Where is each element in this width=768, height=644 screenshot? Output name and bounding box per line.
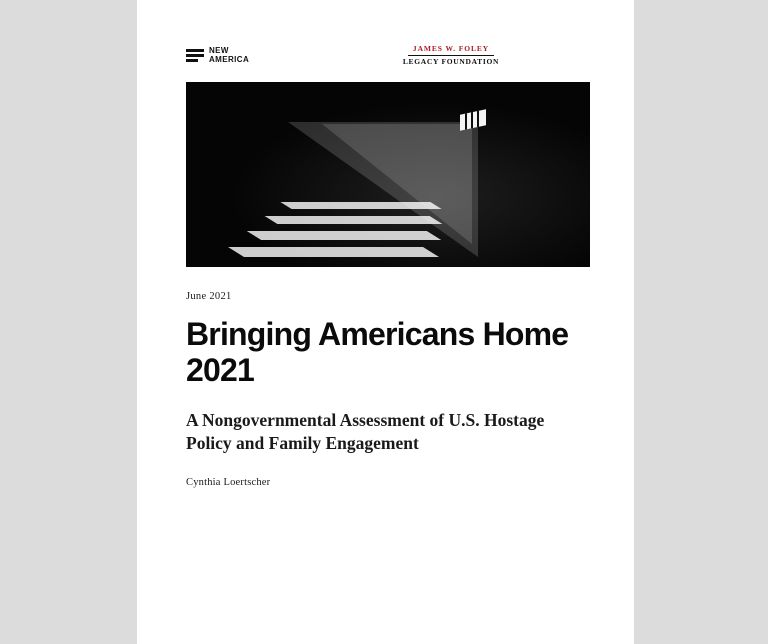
foley-logo-divider bbox=[408, 55, 494, 56]
page-subtitle: A Nongovernmental Assessment of U.S. Hostage Policy and Family Engagement bbox=[186, 410, 545, 454]
new-america-logo-line2: AMERICA bbox=[209, 55, 250, 64]
new-america-bars-icon bbox=[186, 49, 204, 62]
foley-foundation-logo[interactable] bbox=[391, 44, 511, 66]
foley-logo-line2: LEGACY FOUNDATION bbox=[402, 57, 500, 66]
publication-date: June 2021 bbox=[186, 291, 232, 302]
new-america-logo-text bbox=[209, 46, 249, 64]
new-america-logo[interactable] bbox=[186, 46, 249, 64]
logo-row bbox=[186, 40, 590, 70]
new-america-logo-line1: NEW bbox=[209, 46, 229, 55]
page-title: Bringing Americans Home 2021 bbox=[186, 316, 569, 388]
foley-logo-line1: JAMES W. FOLEY bbox=[412, 44, 490, 53]
cover-photo bbox=[186, 82, 590, 267]
document-page bbox=[137, 0, 634, 644]
photo-vignette bbox=[186, 82, 590, 267]
cover-content bbox=[186, 40, 590, 488]
author-name: Cynthia Loertscher bbox=[186, 477, 271, 489]
